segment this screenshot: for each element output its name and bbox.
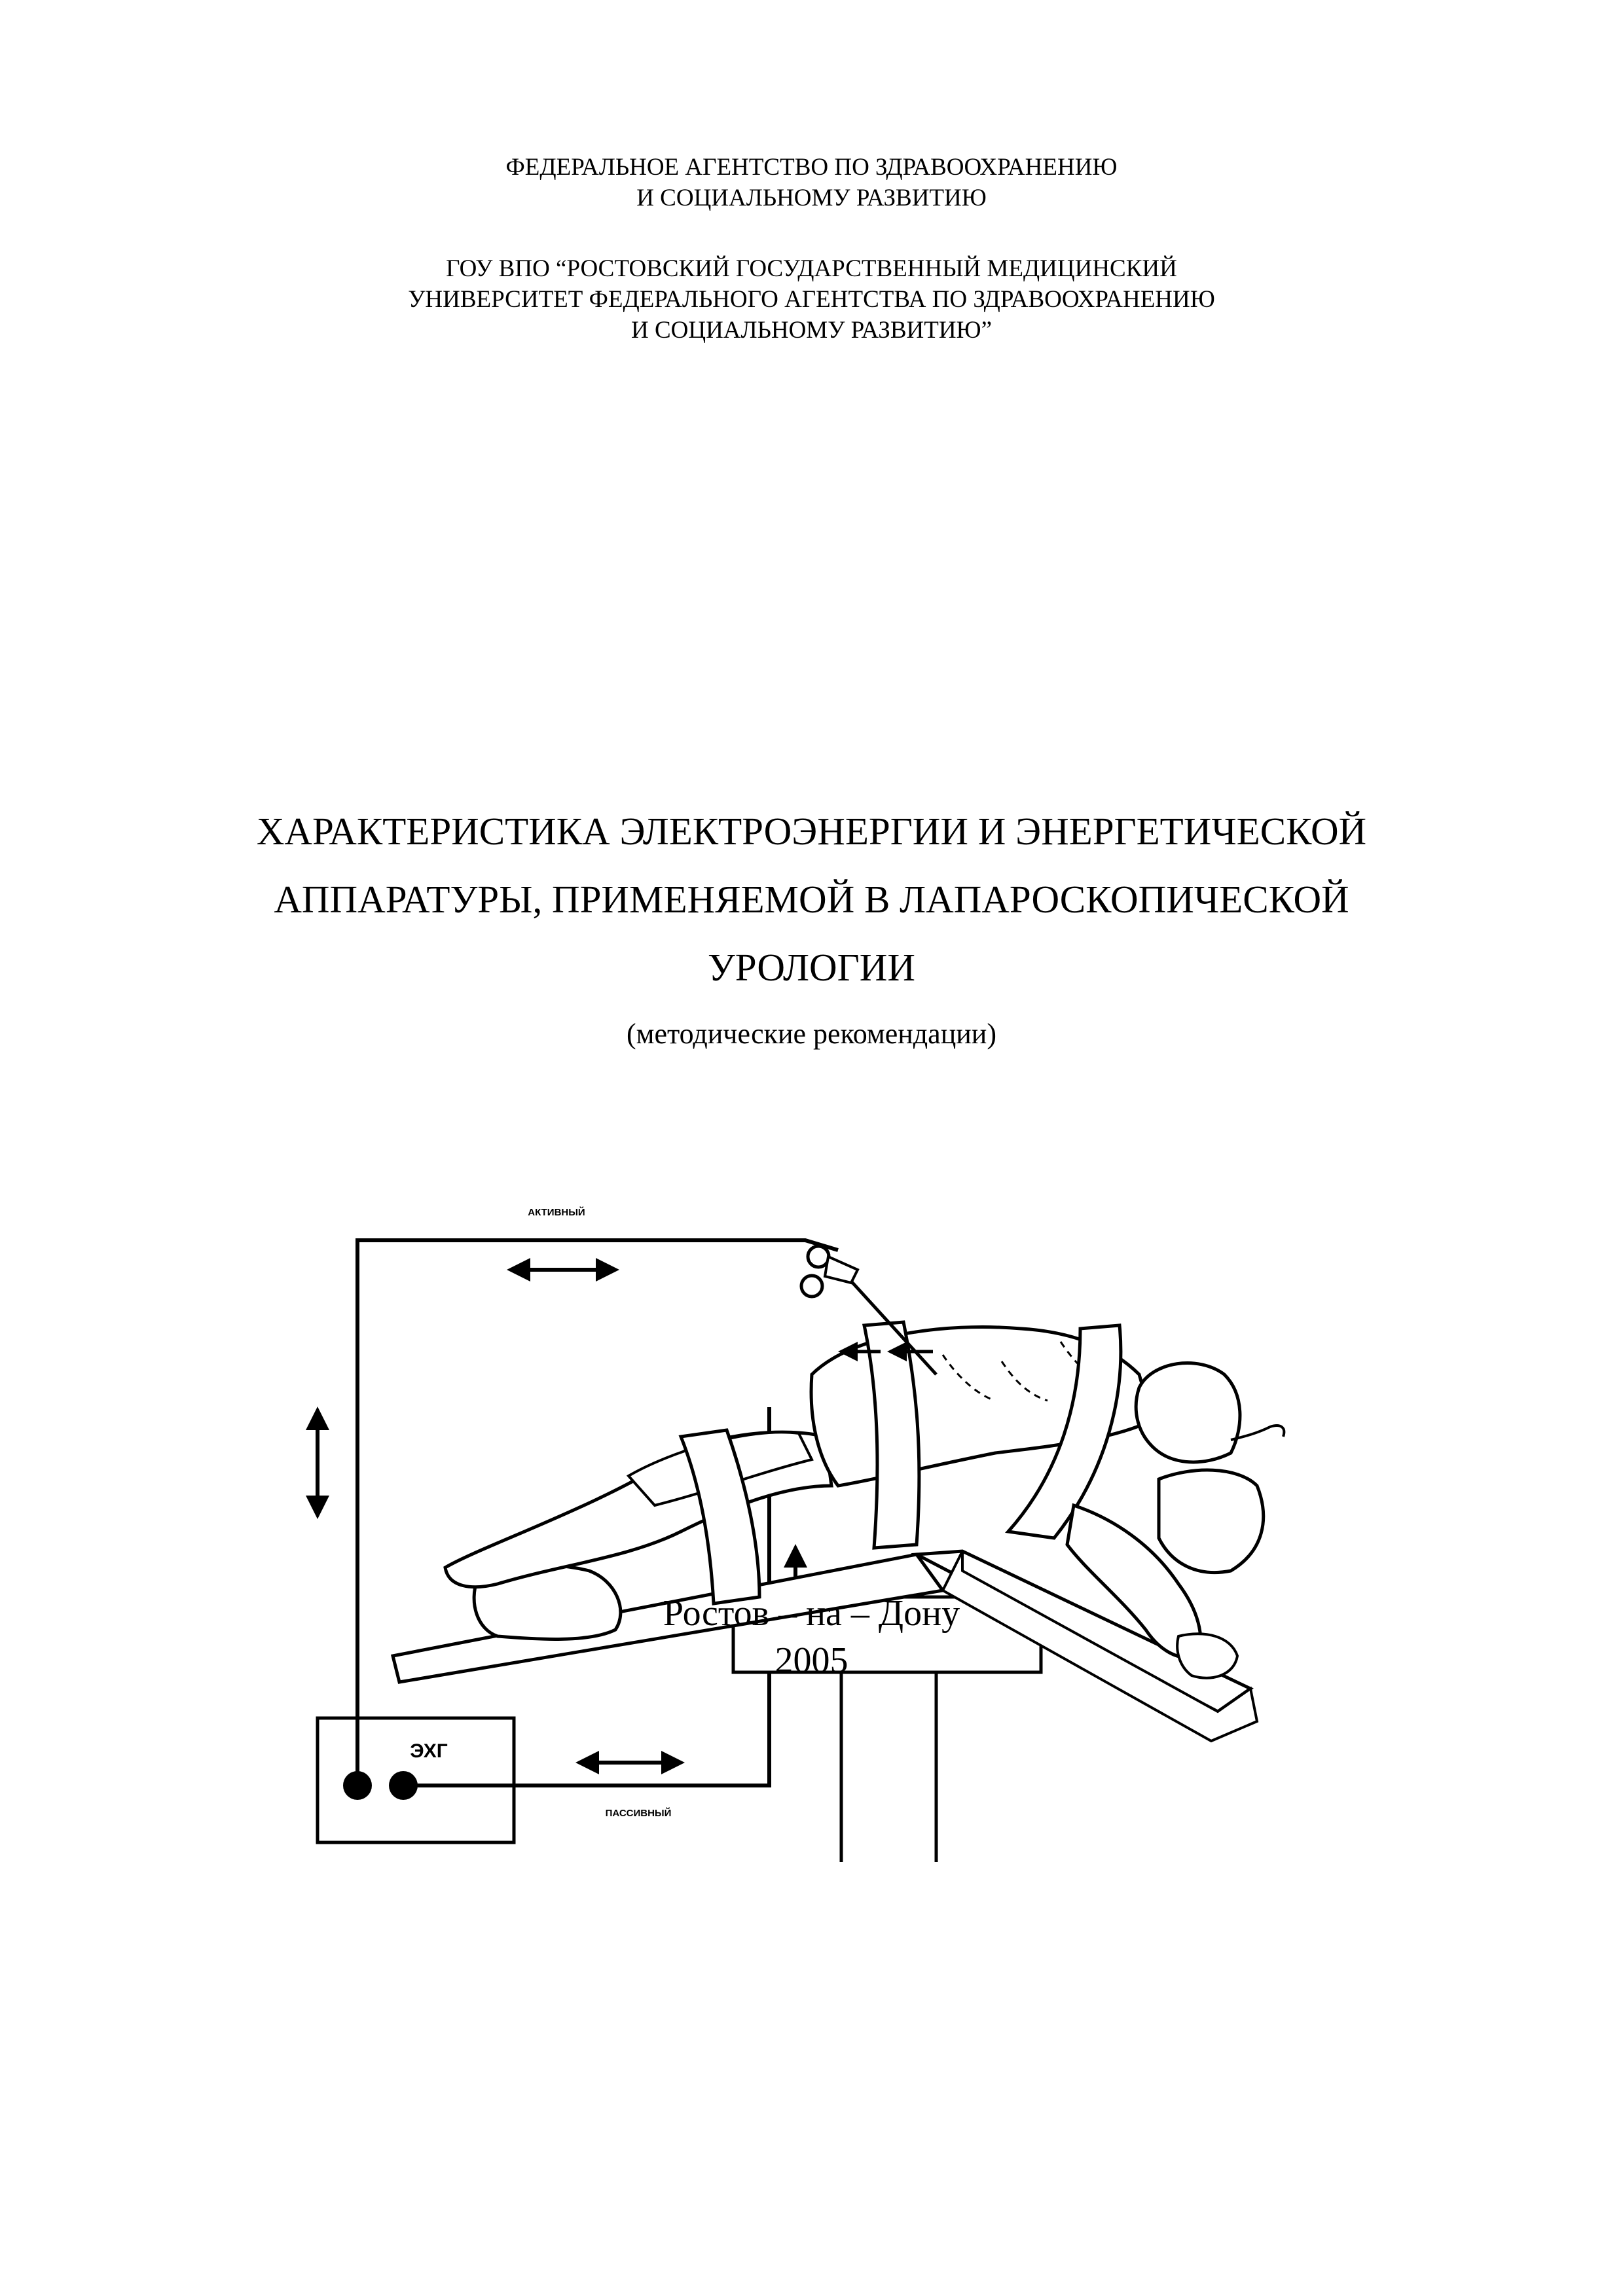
instrument-body <box>825 1257 858 1283</box>
patient-head <box>1136 1363 1240 1462</box>
pillow-head <box>1159 1470 1264 1572</box>
city: Ростов – на – Дону <box>663 1593 960 1634</box>
surgical-diagram <box>288 1178 1309 1898</box>
year: 2005 <box>775 1640 848 1681</box>
header-line-4: УНИВЕРСИТЕТ ФЕДЕРАЛЬНОГО АГЕНТСТВА ПО ЗДРАВООХРАНЕНИЮ <box>408 286 1215 313</box>
subtitle: (методические рекомендации) <box>626 1018 997 1050</box>
header-line-5: И СОЦИАЛЬНОМУ РАЗВИТИЮ” <box>630 317 992 344</box>
title-line-2: АППАРАТУРЫ, ПРИМЕНЯЕМОЙ В ЛАПАРОСКОПИЧЕСКОЙ <box>274 878 1349 921</box>
generator-label: ЭХГ <box>410 1740 448 1762</box>
title-line-3: УРОЛОГИИ <box>708 946 915 989</box>
title-line-1: ХАРАКТЕРИСТИКА ЭЛЕКТРОЭНЕРГИИ И ЭНЕРГЕТИЧЕСКОЙ <box>256 810 1367 853</box>
active-label: АКТИВНЫЙ <box>528 1207 585 1218</box>
header-line-3: ГОУ ВПО “РОСТОВСКИЙ ГОСУДАРСТВЕННЫЙ МЕДИЦИНСКИЙ <box>446 255 1177 282</box>
passive-label: ПАССИВНЫЙ <box>605 1808 672 1819</box>
instrument-ring-2 <box>801 1276 822 1297</box>
header-line-1: ФЕДЕРАЛЬНОЕ АГЕНТСТВО ПО ЗДРАВООХРАНЕНИЮ <box>505 154 1118 181</box>
header-line-2: И СОЦИАЛЬНОМУ РАЗВИТИЮ <box>636 185 987 211</box>
